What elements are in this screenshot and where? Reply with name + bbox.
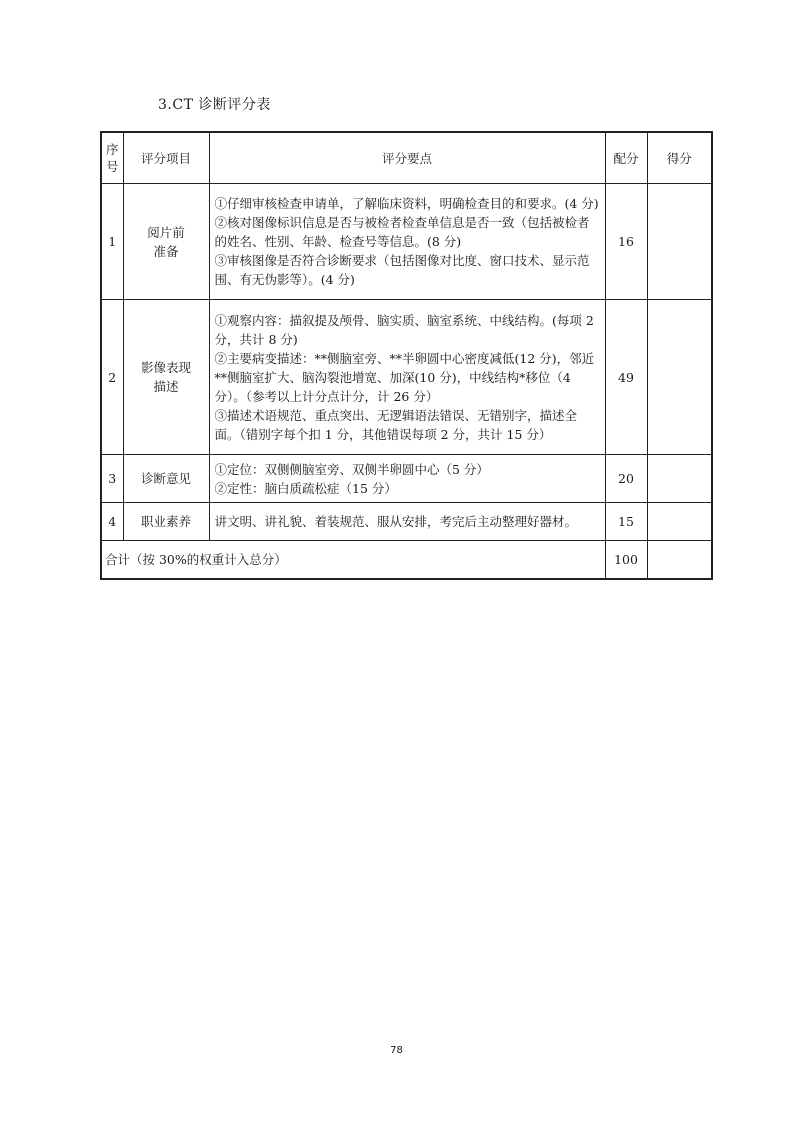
scoring-point: ③审核图像是否符合诊断要求（包括图像对比度、窗口技术、显示范围、有无伪影等）。(4 分) — [214, 253, 590, 287]
header-score: 配分 — [605, 132, 647, 184]
row-item-line1: 诊断意见 — [140, 471, 191, 486]
ct-scoring-table — [100, 131, 713, 580]
header-item: 评分项目 — [123, 132, 209, 184]
row-score: 20 — [605, 455, 647, 503]
row-number: 2 — [101, 300, 123, 455]
row-points — [209, 184, 605, 300]
page-number: 78 — [390, 1045, 403, 1056]
table-row — [101, 455, 712, 503]
row-got-cell[interactable] — [647, 503, 712, 541]
row-number: 4 — [101, 503, 123, 541]
header-serial-line2: 号 — [105, 159, 119, 174]
table-row — [101, 184, 712, 300]
row-item-line2: 描述 — [153, 379, 179, 394]
header-got: 得分 — [647, 132, 712, 184]
row-got-cell[interactable] — [647, 184, 712, 300]
row-item — [123, 300, 209, 455]
row-points — [209, 455, 605, 503]
document-title: 3.CT 诊断评分表 — [158, 97, 271, 113]
scoring-point: ②定性：脑白质疏松症（15 分） — [214, 480, 397, 496]
scoring-point: ①观察内容：描叙提及颅骨、脑实质、脑室系统、中线结构。(每项 2 分，共计 8 分) — [214, 312, 594, 347]
total-row — [101, 541, 712, 579]
header-serial-number — [101, 132, 123, 184]
total-label: 合计（按 30%的权重计入总分） — [101, 541, 605, 579]
header-points: 评分要点 — [209, 132, 605, 184]
row-score: 49 — [605, 300, 647, 455]
table-header-row — [101, 132, 712, 184]
header-serial-line1: 序 — [105, 142, 119, 157]
scoring-point: ②主要病变描述：**侧脑室旁、**半卵圆中心密度减低(12 分)，邻近**侧脑室扩大、脑沟裂池增宽、加深(10 分)，中线结构*移位（4 分）。（参考以上计分点计分，计 26 分） — [214, 350, 595, 404]
row-got-cell[interactable] — [647, 300, 712, 455]
table-row — [101, 300, 712, 455]
total-score: 100 — [605, 541, 647, 579]
row-score: 16 — [605, 184, 647, 300]
total-got-cell[interactable] — [647, 541, 712, 579]
scoring-point: ②核对图像标识信息是否与被检者检查单信息是否一致（包括被检者的姓名、性别、年龄、检查号等信息。(8 分) — [214, 215, 590, 249]
row-item — [123, 503, 209, 541]
row-got-cell[interactable] — [647, 455, 712, 503]
row-item — [123, 455, 209, 503]
scoring-point: ①仔细审核检查申请单，了解临床资料，明确检查目的和要求。(4 分) — [214, 196, 599, 211]
row-item — [123, 184, 209, 300]
scoring-point: ①定位：双侧侧脑室旁、双侧半卵圆中心（5 分） — [214, 461, 489, 477]
row-points — [209, 300, 605, 455]
row-score: 15 — [605, 503, 647, 541]
row-item-line1: 阅片前 — [147, 224, 185, 240]
scoring-point: ③描述术语规范、重点突出、无逻辑语法错误、无错别字，描述全面。（错别字每个扣 1 分，其他错误每项 2 分，共计 15 分） — [214, 407, 578, 442]
row-item-line1: 职业素养 — [140, 514, 191, 529]
table-row — [101, 503, 712, 541]
row-points — [209, 503, 605, 541]
scoring-point: 讲文明、讲礼貌、着装规范、服从安排，考完后主动整理好器材。 — [214, 514, 578, 529]
row-number: 3 — [101, 455, 123, 503]
row-number: 1 — [101, 184, 123, 300]
row-item-line2: 准备 — [153, 243, 179, 259]
row-item-line1: 影像表现 — [140, 360, 191, 375]
